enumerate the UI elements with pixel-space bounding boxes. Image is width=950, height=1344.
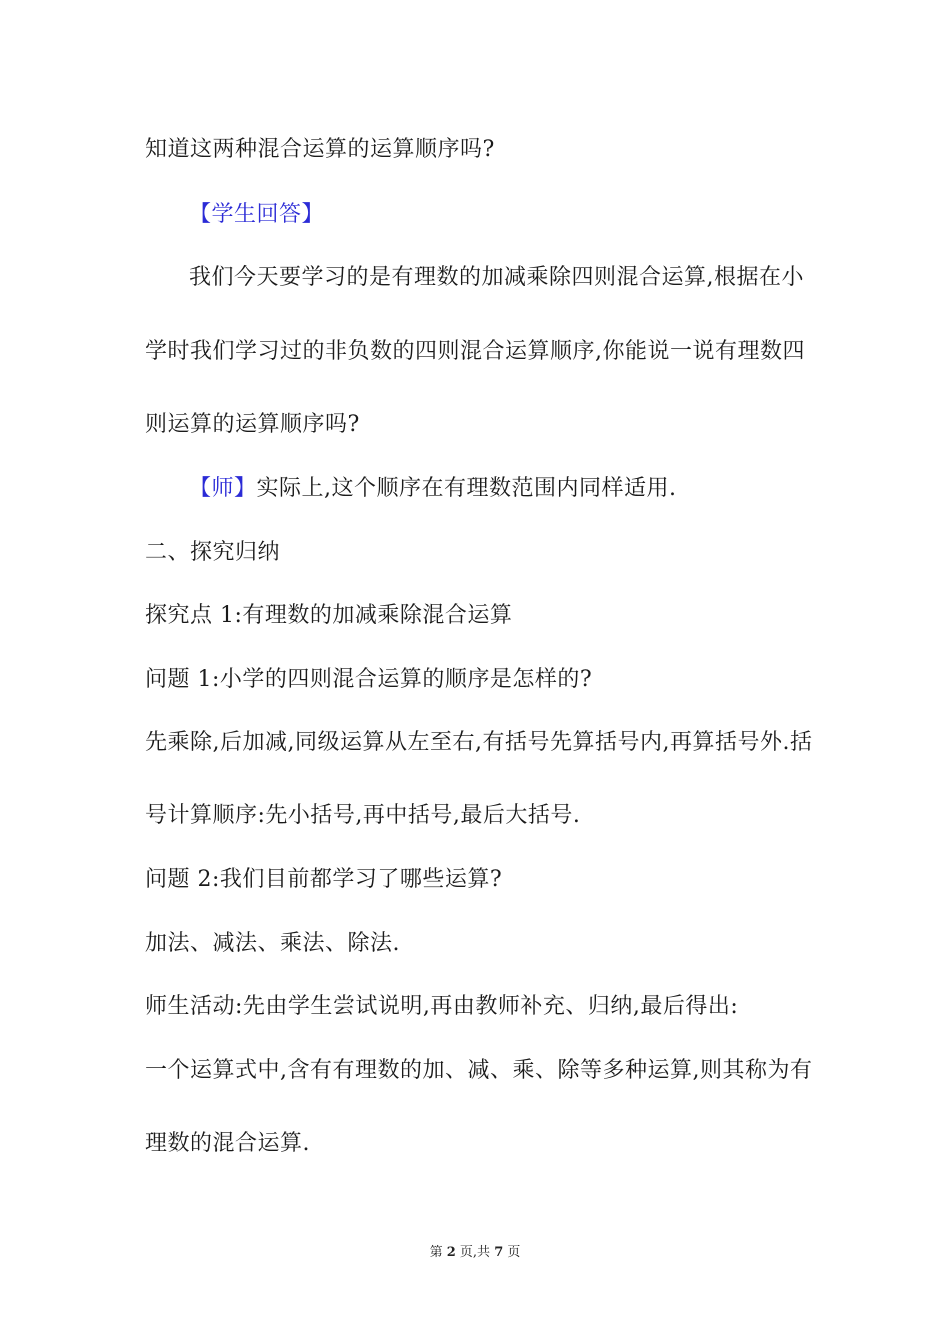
answer-line: 加法、减法、乘法、除法. [145,931,400,956]
paragraph-line: 我们今天要学习的是有理数的加减乘除四则混合运算,根据在小 [189,265,804,290]
teacher-remark-text: 实际上,这个顺序在有理数范围内同样适用. [256,476,677,501]
footer-middle: 页,共 [459,1245,491,1260]
section-heading: 二、探究归纳 [145,540,281,565]
teacher-tag: 【师】 [189,476,257,501]
paragraph-line: 师生活动:先由学生尝试说明,再由教师补充、归纳,最后得出: [145,994,739,1019]
teacher-remark [189,474,677,504]
paragraph-line: 先乘除,后加减,同级运算从左至右,有括号先算括号内,再算括号外.括 [145,730,813,755]
footer-prefix: 第 [429,1245,443,1260]
page-footer [0,1244,950,1262]
total-page-number: 7 [494,1245,504,1260]
paragraph-line: 知道这两种混合运算的运算顺序吗? [145,137,495,162]
subsection-heading: 探究点 1:有理数的加减乘除混合运算 [145,603,513,628]
definition-line: 一个运算式中,含有有理数的加、减、乘、除等多种运算,则其称为有 [145,1058,813,1083]
question-line: 问题 1:小学的四则混合运算的顺序是怎样的? [145,667,593,692]
definition-line: 理数的混合运算. [145,1131,310,1156]
paragraph-line: 则运算的运算顺序吗? [145,412,360,437]
student-answer-tag: 【学生回答】 [189,202,325,227]
paragraph-line: 学时我们学习过的非负数的四则混合运算顺序,你能说一说有理数四 [145,339,805,364]
question-line: 问题 2:我们目前都学习了哪些运算? [145,867,503,892]
footer-suffix: 页 [507,1245,521,1260]
paragraph-line: 号计算顺序:先小括号,再中括号,最后大括号. [145,803,581,828]
current-page-number: 2 [446,1245,456,1260]
